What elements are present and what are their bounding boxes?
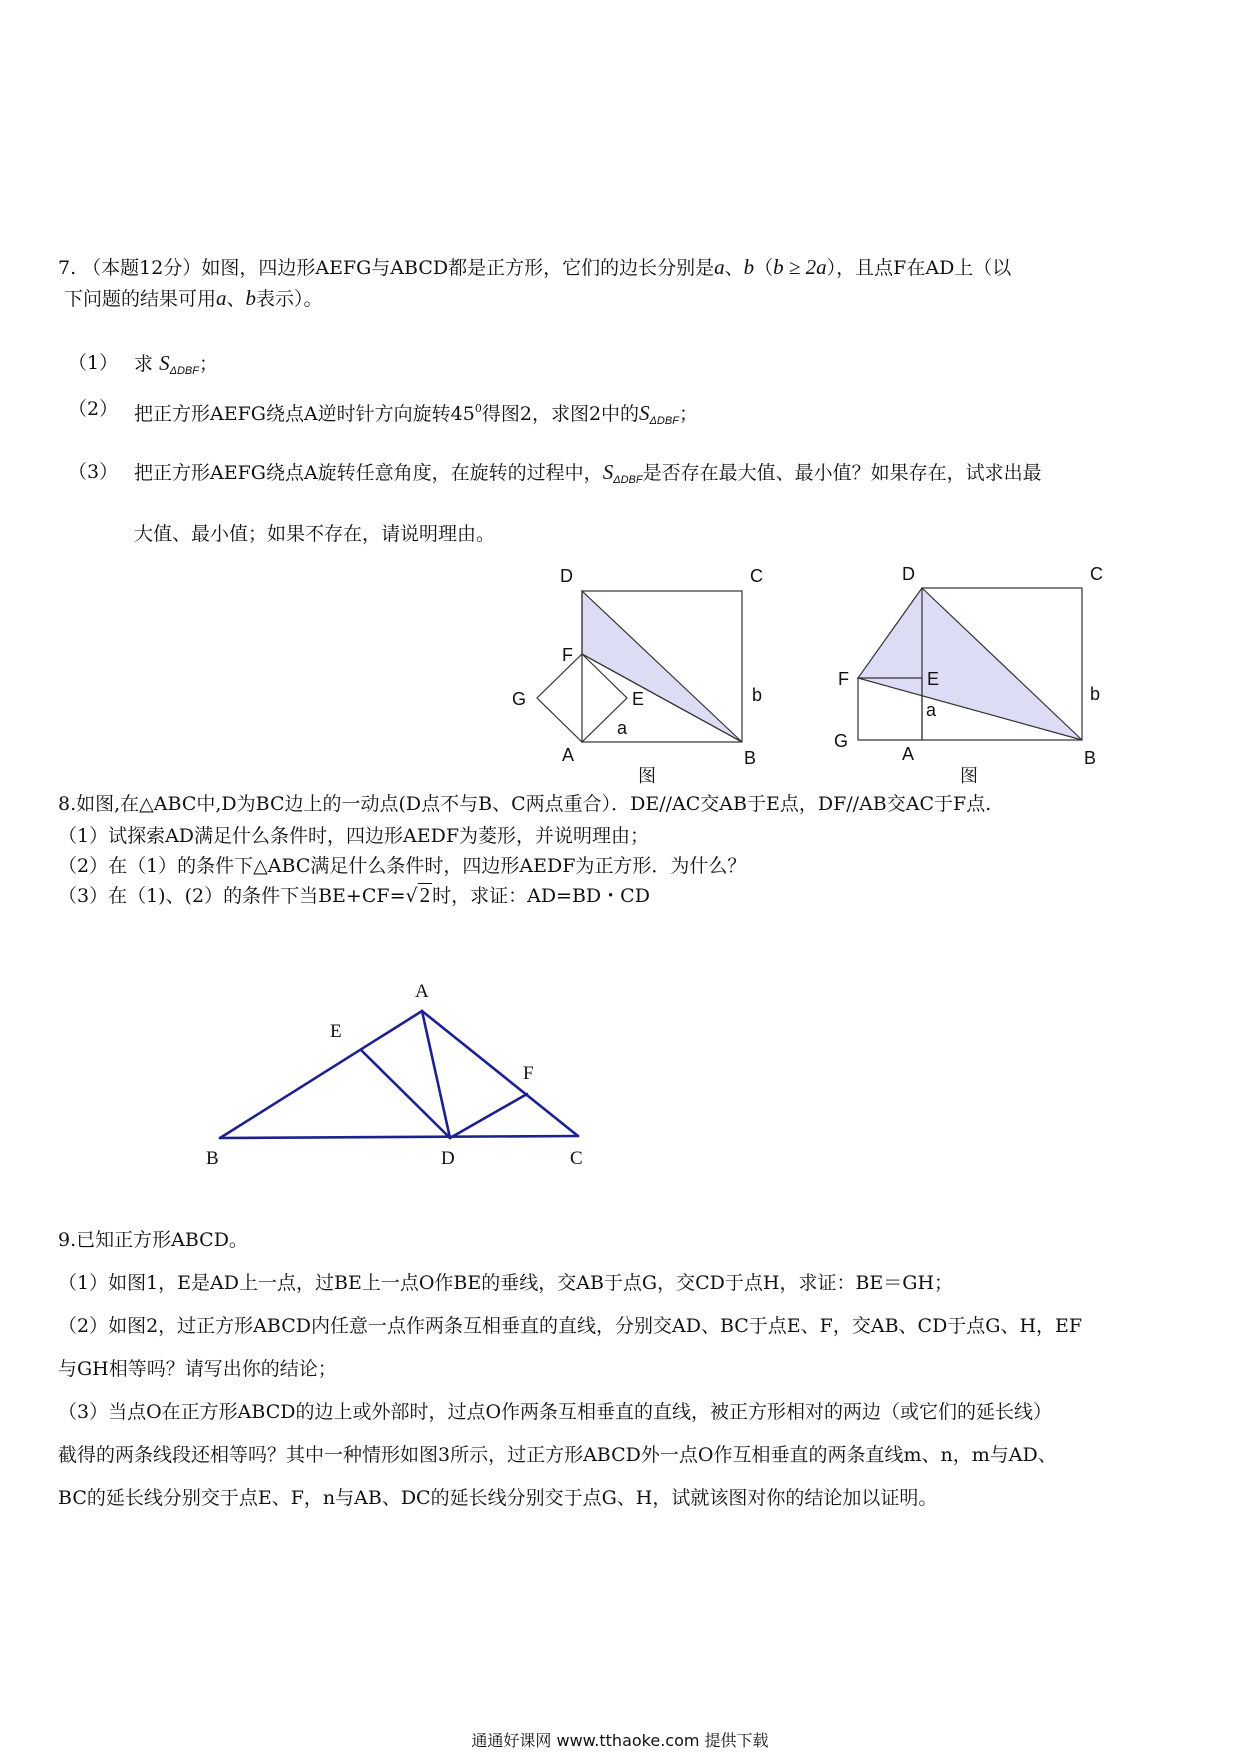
q7-part1-num: （1） <box>68 352 119 374</box>
fig8-label-d: D <box>441 1148 455 1169</box>
sqrt-symbol: √2 <box>405 883 431 907</box>
q9-part3-line2: 截得的两条线段还相等吗？其中一种情形如图3所示，过正方形ABCD外一点O作互相垂直的两条直线m、n，m与AD、 <box>58 1444 1057 1466</box>
fig2-label-b: B <box>1084 748 1097 768</box>
q7-figure-2 <box>858 588 1082 740</box>
fig2-caption: 图 <box>960 766 978 787</box>
q9-part2-line2: 与GH相等吗？请写出你的结论； <box>58 1358 337 1380</box>
sep-2: 、 <box>226 288 246 310</box>
q7-part3-text: 把正方形AEFG绕点A旋转任意角度，在旋转的过程中， <box>134 462 603 484</box>
q9-part1: （1）如图1，E是AD上一点，过BE上一点O作BE的垂线，交AB于点G，交CD于点H，求证：BE＝GH； <box>58 1272 954 1294</box>
cond-b: b <box>773 255 784 279</box>
fig8-label-b: B <box>206 1148 219 1169</box>
q7-line2-end: 表示）。 <box>256 288 323 310</box>
s-subscript: ΔDBF <box>169 365 199 377</box>
paren: （ <box>754 257 774 279</box>
degree-sup: 0 <box>474 402 482 415</box>
fig2-label-a-side: a <box>926 700 937 720</box>
fig1-label-c: C <box>750 566 763 586</box>
segment-de <box>361 1050 450 1138</box>
fig1-label-b: B <box>744 748 757 768</box>
fig2-label-c: C <box>1090 564 1103 584</box>
fig1-label-g: G <box>512 689 527 709</box>
q7-line2-text: 下问题的结果可用 <box>64 288 217 310</box>
q8-part1: （1）试探索AD满足什么条件时，四边形AEDF为菱形，并说明理由； <box>58 825 650 847</box>
q7-part1-text: 求 <box>134 353 154 375</box>
var-a-2: a <box>216 286 227 310</box>
s-symbol: S <box>159 351 170 375</box>
cond-rel: ≥ 2 <box>783 255 817 279</box>
fig1-label-d: D <box>560 566 573 586</box>
shaded-triangle-dbf-2 <box>858 588 1082 740</box>
q8-part3-end: 时，求证：AD=BD・CD <box>432 885 650 907</box>
s-symbol: S <box>602 460 614 484</box>
q7-part1-end: ； <box>198 353 218 375</box>
q7-part2-num: （2） <box>68 398 119 420</box>
sep: 、 <box>724 257 744 279</box>
side-ab <box>220 1011 422 1138</box>
s-symbol: S <box>639 401 650 425</box>
q9-part3-line3: BC的延长线分别交于点E、F，n与AB、DC的延长线分别交于点G、H，试就该图对你的结论加以证明。 <box>58 1487 938 1509</box>
s-subscript: ΔDBF <box>613 474 643 486</box>
fig1-label-f: F <box>562 645 573 665</box>
fig2-label-b-side: b <box>1090 684 1101 704</box>
fig8-label-c: C <box>570 1148 583 1169</box>
fig1-label-a: A <box>562 745 575 765</box>
q7-part3-text2: 是否存在最大值、最小值？如果存在，试求出最 <box>642 462 1042 484</box>
var-b: b <box>743 255 755 279</box>
page-footer: 通通好课网 www.tthaoke.com 提供下载 <box>471 1731 769 1750</box>
s-subscript: ΔDBF <box>649 415 679 427</box>
q9-part3-line1: （3）当点O在正方形ABCD的边上或外部时，过点O作两条互相垂直的直线，被正方形相对的两边（或它们的延长线） <box>58 1401 1053 1423</box>
fig1-caption: 图 <box>638 766 656 787</box>
fig2-label-g: G <box>834 731 849 751</box>
q8-line1: 8.如图,在△ABC中,D为BC边上的一动点(D点不与B、C两点重合）．DE//AC交AB于E点，DF//AB交AC于F点. <box>58 793 992 815</box>
q8-part2: （2）在（1）的条件下△ABC满足什么条件时，四边形AEDF为正方形．为什么？ <box>58 855 747 877</box>
var-a: a <box>714 255 725 279</box>
fig1-label-a-side: a <box>617 718 628 738</box>
q8-part3 <box>58 883 650 909</box>
q7-part2-end: ； <box>678 403 698 425</box>
q7-part2-text: 把正方形AEFG绕点A逆时针方向旋转45 <box>134 403 475 425</box>
fig2-label-d: D <box>902 564 915 584</box>
q9-part2-line1: （2）如图2，过正方形ABCD内任意一点作两条互相垂直的直线，分别交AD、BC于点E、F，交AB、CD于点G、H，EF <box>58 1315 1083 1337</box>
segment-df <box>450 1094 527 1138</box>
fig1-label-b-side: b <box>752 685 763 705</box>
q7-part3-num: （3） <box>68 461 119 483</box>
fig2-label-f: F <box>838 669 849 689</box>
cond-a: a <box>816 255 827 279</box>
q7-part2-text2: 得图2，求图2中的 <box>481 403 640 425</box>
q7-intro: 7. （本题12分）如图，四边形AEFG与ABCD都是正方形，它们的边长分别是 <box>58 257 715 279</box>
q8-part3-text: （3）在（1)、(2）的条件下当BE+CF= <box>58 885 406 907</box>
fig8-label-e: E <box>330 1021 342 1042</box>
q7-figure-1 <box>537 591 742 742</box>
var-b-2: b <box>245 286 257 310</box>
side-bc <box>220 1136 578 1138</box>
fig1-label-e: E <box>632 689 645 709</box>
fig8-label-a: A <box>415 981 429 1002</box>
q7-line1-end: ），且点F在AD上（以 <box>826 257 1012 279</box>
q9-line1: 9.已知正方形ABCD。 <box>58 1229 248 1251</box>
fig8-label-f: F <box>523 1063 534 1084</box>
sqrt-radicand: 2 <box>419 883 431 907</box>
fig2-label-a: A <box>902 744 915 764</box>
fig2-label-e: E <box>927 669 940 689</box>
q7-part3-line2: 大值、最小值；如果不存在，请说明理由。 <box>134 523 496 545</box>
